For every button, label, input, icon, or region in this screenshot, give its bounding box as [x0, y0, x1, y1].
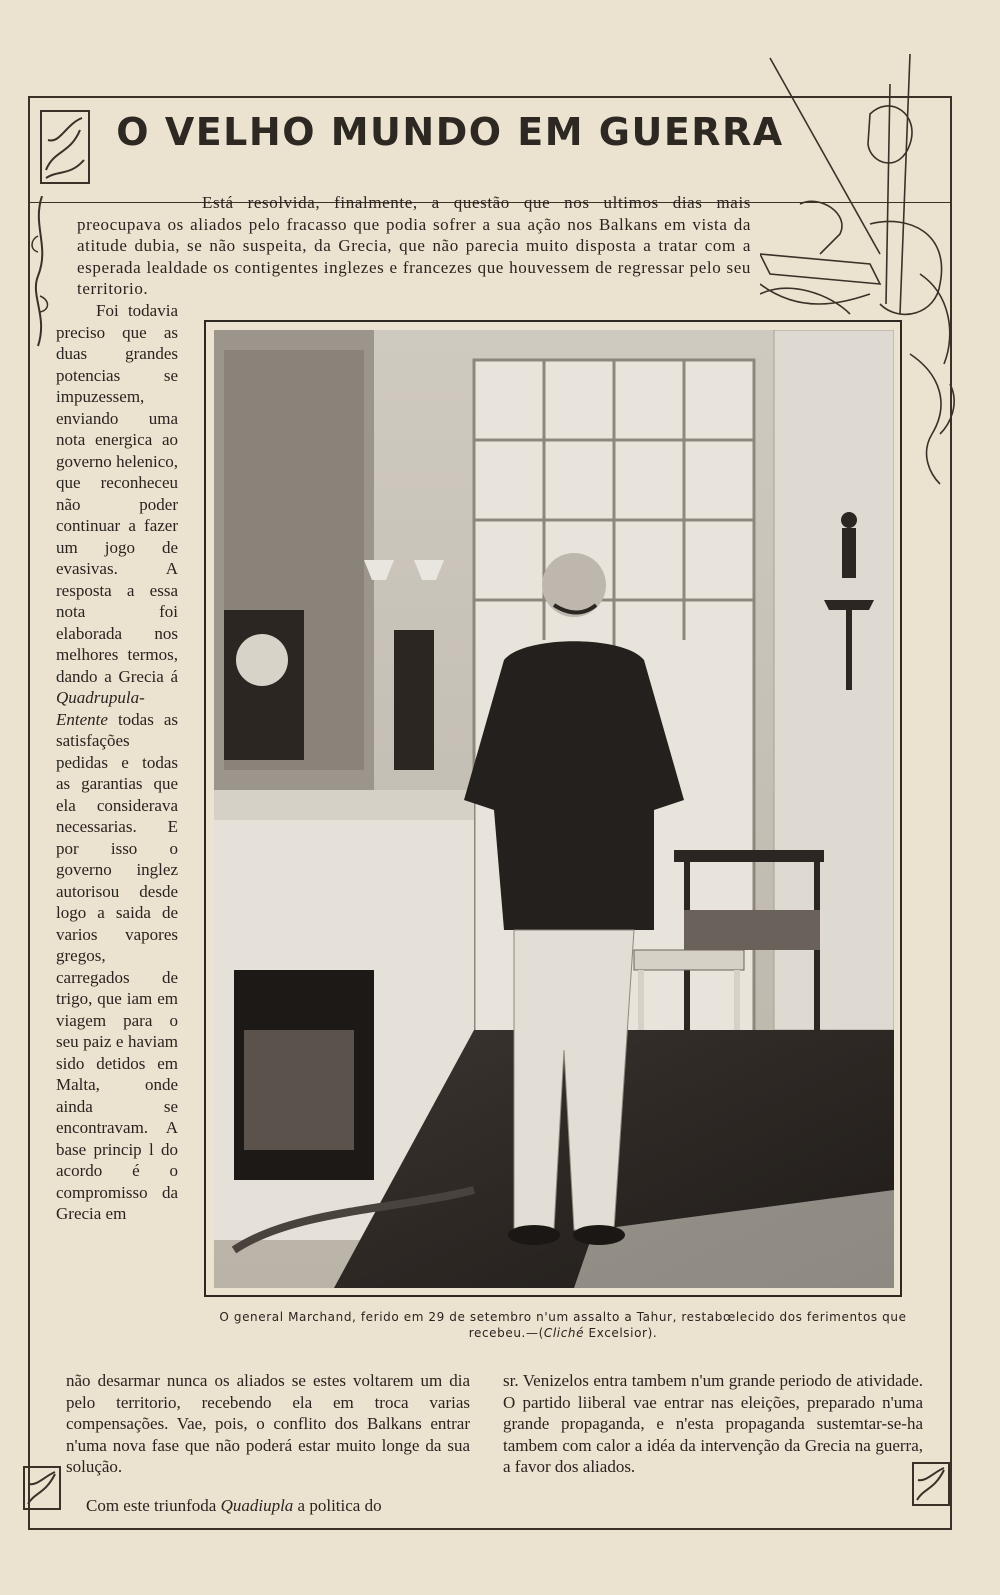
left-column-emphasis: Quadrupula-Entente [56, 688, 145, 729]
caption-emphasis: Cliché [543, 1325, 585, 1340]
bottom-left-paragraph-1: não desarmar nunca os aliados se estes voltarem um dia pelo territorio, recebendo ela em troca varias compensações. Vae, pois, o conflito dos Balkans entrar n'uma nova fase que não poderá estar muito longe da sua solução. [66, 1371, 470, 1476]
bottom-right-column [503, 1353, 923, 1495]
bottom-left-emphasis: Quadiupla [220, 1495, 294, 1515]
bottom-left-text-b: a politica do [297, 1495, 382, 1515]
left-column [56, 300, 178, 1225]
bottom-left-paragraph-2 [66, 1495, 470, 1517]
photograph-general-marchand [214, 330, 894, 1288]
photo-caption [216, 1310, 910, 1341]
left-column-text [56, 300, 178, 1225]
intro-text: Está resolvida, finalmente, a questão que nos ultimos dias mais preocupava os aliados pelo fracasso que podia sofrer a sua ação nos Balkans em vista da atitude dubia, se não suspeita, da Grecia, que não parecia muito disposta a tratar com a esperada lealdade os contigentes inglezes e francezes que houvessem de regressar pelo seu territorio. [77, 193, 751, 298]
vine-ornament-left [28, 196, 54, 356]
corner-ornament-top-left [40, 110, 90, 184]
intro-paragraph [77, 192, 751, 300]
caption-text-2: Excelsior). [588, 1325, 658, 1340]
bottom-left-text-a: Com este triunfoda [86, 1495, 217, 1515]
left-column-text-part1: Foi todavia preciso que as duas grandes potencias se impuzessem, enviando uma nota energica ao governo helenico, que reconheceu não poder continuar a fazer um jogo de evasivas. A resposta a essa nota foi elaborada nos melhores termos, dando a Grecia á [56, 301, 178, 686]
bottom-right-paragraph: sr. Venizelos entra tambem n'um grande periodo de atividade. O partido liiberal vae entrar nas eleições, preparado n'uma grande propaganda, e n'esta propaganda sustemtar-se-ha tambem com calor a idéa da intervenção da Grecia na guerra, a favor dos aliados. [503, 1371, 923, 1476]
corner-ornament-bottom-left [23, 1466, 61, 1510]
page-title: O VELHO MUNDO EM GUERRA [116, 110, 784, 154]
left-column-text-part2: todas as satisfações pedidas e todas as garantias que ela considerava necessarias. E por isso o governo inglez autorisou desde logo a saida de varios vapores gregos, carregados de trigo, que iam em viagem para o seu paiz e haviam sido detidos em Malta, onde ainda se encontravam. A base princip l do acordo é o compromisso da Grecia em [56, 709, 178, 1223]
caption-text-1: O general Marchand, ferido em 29 de setembro n'um assalto a Tahur, restabœlecido dos ferimentos que recebeu.—( [219, 1310, 907, 1340]
bottom-left-column [66, 1353, 470, 1533]
